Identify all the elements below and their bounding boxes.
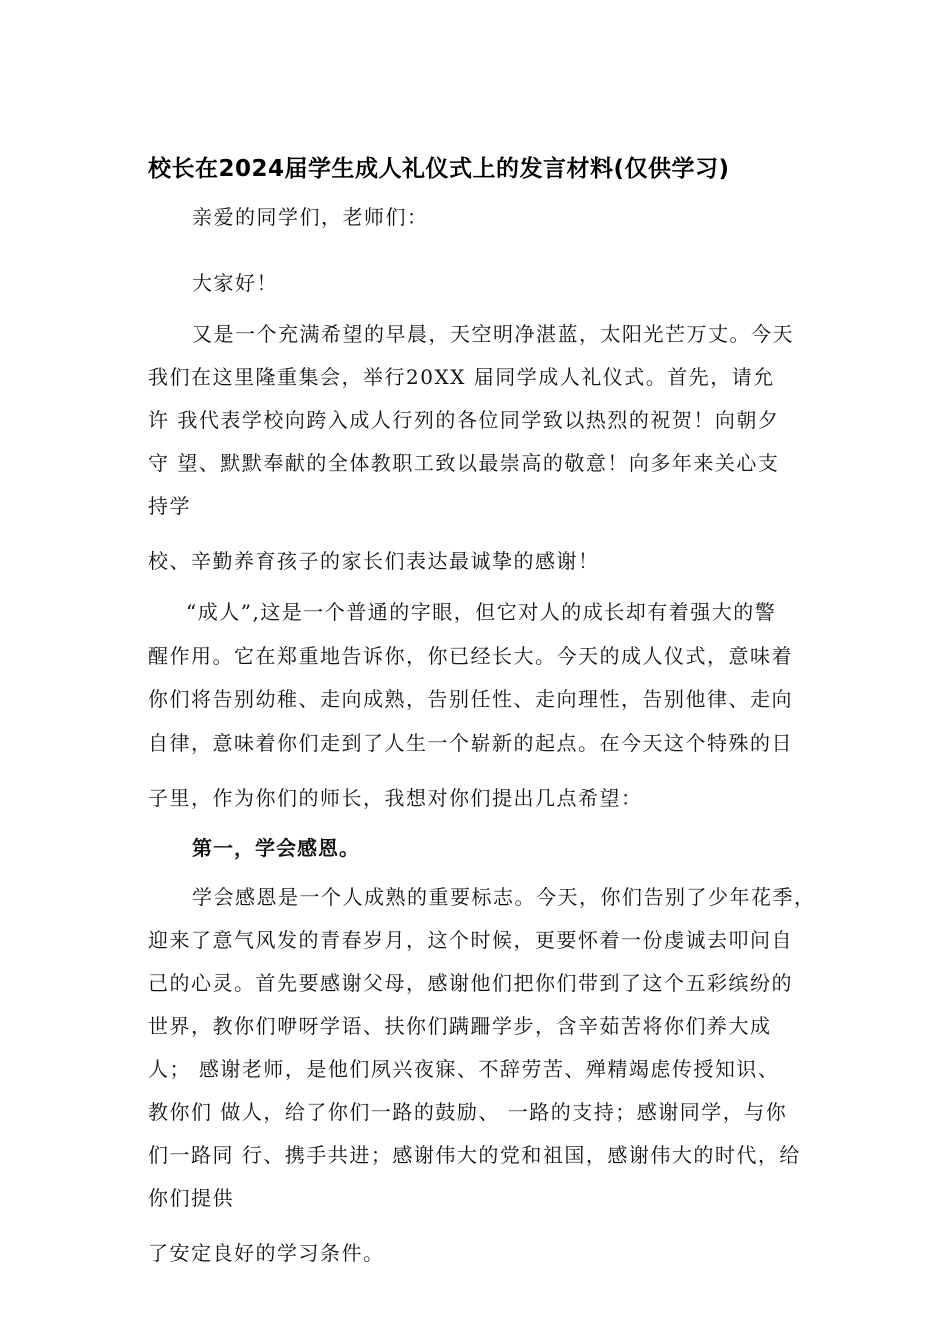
paragraph-line: 们一路同 行、携手共进；感谢伟大的党和祖国，感谢伟大的时代，给 [148,1143,801,1167]
paragraph-line: 自律，意味着你们走到了人生一个崭新的起点。在今天这个特殊的日 [148,731,793,755]
paragraph-line: 己的心灵。首先要感谢父母，感谢他们把你们带到了这个五彩缤纷的 [148,971,793,995]
paragraph-line: 子里，作为你们的师长，我想对你们提出几点希望： [148,786,643,810]
paragraph-line: 你们将告别幼稚、走向成熟，告别任性、走向理性，告别他律、走向 [148,687,793,711]
section-heading: 第一，学会感恩。 [192,836,360,860]
greeting: 大家好！ [192,271,278,295]
paragraph-line: 校、辛勤养育孩子的家长们表达最诚挚的感谢！ [148,549,600,573]
paragraph-line: 世界，教你们咿呀学语、扶你们蹒跚学步，含辛茹苦将你们养大成 [148,1014,772,1038]
paragraph-line: 你们提供 [148,1186,234,1210]
paragraph-line: 守 望、默默奉献的全体教职工致以最崇高的敬意！向多年来关心支 [148,451,780,475]
document-title: 校长在2024届学生成人礼仪式上的发言材料(仅供学习) [148,156,730,182]
paragraph-line: 我们在这里隆重集会，举行20XX 届同学成人礼仪式。首先，请允 [148,365,775,389]
paragraph-line: 迎来了意气风发的青春岁月，这个时候，更要怀着一份虔诚去叩问自 [148,928,793,952]
paragraph-line: 教你们 做人，给了你们一路的鼓励、 一路的支持；感谢同学，与你 [148,1100,788,1124]
paragraph-line: 又是一个充满希望的早晨，天空明净湛蓝，太阳光芒万丈。今天 [192,322,794,346]
paragraph-line: 学会感恩是一个人成熟的重要标志。今天，你们告别了少年花季， [192,885,816,909]
paragraph-line: 醒作用。它在郑重地告诉你，你已经长大。今天的成人仪式，意味着 [148,644,793,668]
paragraph-line: 人； 感谢老师，是他们夙兴夜寐、不辞劳苦、殚精竭虑传授知识、 [148,1057,780,1081]
paragraph-line: “成人”,这是一个普通的字眼，但它对人的成长却有着强大的警 [186,600,777,624]
paragraph-line: 许 我代表学校向跨入成人行列的各位同学致以热烈的祝贺！向朝夕 [148,408,780,432]
salutation: 亲爱的同学们，老师们： [192,205,429,229]
paragraph-line: 了安定良好的学习条件。 [148,1241,385,1265]
paragraph-line: 持学 [148,494,191,518]
